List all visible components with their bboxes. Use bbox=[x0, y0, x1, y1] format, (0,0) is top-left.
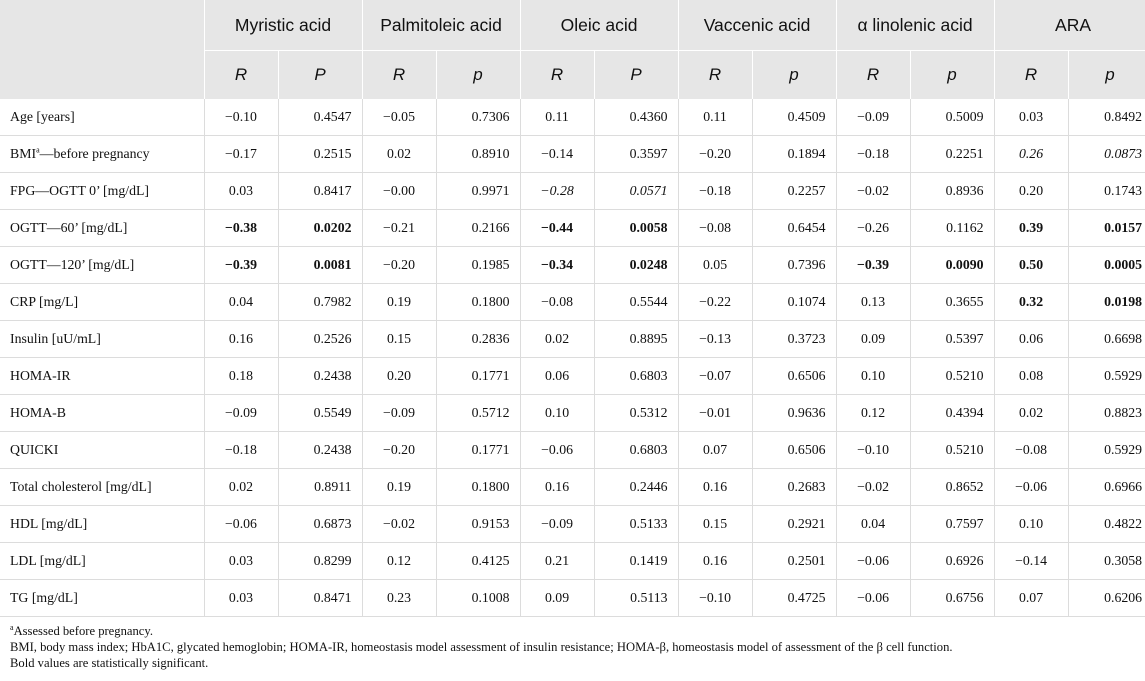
r-value-cell: 0.05 bbox=[678, 247, 752, 284]
r-value-cell: −0.18 bbox=[678, 173, 752, 210]
p-value-cell: 0.4360 bbox=[594, 99, 678, 136]
p-value-cell: 0.0571 bbox=[594, 173, 678, 210]
corner-cell bbox=[0, 0, 204, 99]
r-value-cell: 0.04 bbox=[836, 506, 910, 543]
r-value-cell: −0.20 bbox=[678, 136, 752, 173]
p-value-cell: 0.9153 bbox=[436, 506, 520, 543]
r-value-cell: −0.34 bbox=[520, 247, 594, 284]
r-value-cell: −0.14 bbox=[994, 543, 1068, 580]
r-value-cell: 0.15 bbox=[362, 321, 436, 358]
table-row bbox=[0, 247, 1145, 284]
r-value-cell: −0.13 bbox=[678, 321, 752, 358]
p-value-cell: 0.2836 bbox=[436, 321, 520, 358]
p-value-cell: 0.4125 bbox=[436, 543, 520, 580]
r-value-cell: 0.10 bbox=[520, 395, 594, 432]
table-row bbox=[0, 395, 1145, 432]
p-value-cell: 0.4509 bbox=[752, 99, 836, 136]
p-value-cell: 0.2251 bbox=[910, 136, 994, 173]
p-value-cell: 0.9636 bbox=[752, 395, 836, 432]
row-label-text: HOMA-IR bbox=[10, 368, 71, 383]
row-label bbox=[0, 469, 204, 506]
r-value-cell: −0.07 bbox=[678, 358, 752, 395]
p-value-cell: 0.2166 bbox=[436, 210, 520, 247]
row-label-text: FPG—OGTT 0’ [mg/dL] bbox=[10, 183, 149, 198]
row-label bbox=[0, 247, 204, 284]
p-value-cell: 0.3655 bbox=[910, 284, 994, 321]
r-value-cell: 0.11 bbox=[678, 99, 752, 136]
p-value-cell: 0.5929 bbox=[1068, 432, 1145, 469]
r-value-cell: −0.00 bbox=[362, 173, 436, 210]
p-value-cell: 0.5312 bbox=[594, 395, 678, 432]
p-subheader: P bbox=[594, 51, 678, 100]
r-value-cell: 0.07 bbox=[994, 580, 1068, 617]
p-value-cell: 0.1894 bbox=[752, 136, 836, 173]
p-value-cell: 0.5397 bbox=[910, 321, 994, 358]
p-value-cell: 0.0081 bbox=[278, 247, 362, 284]
r-value-cell: −0.21 bbox=[362, 210, 436, 247]
r-value-cell: −0.09 bbox=[204, 395, 278, 432]
r-value-cell: −0.17 bbox=[204, 136, 278, 173]
r-value-cell: −0.08 bbox=[994, 432, 1068, 469]
r-value-cell: 0.32 bbox=[994, 284, 1068, 321]
p-value-cell: 0.0198 bbox=[1068, 284, 1145, 321]
r-value-cell: 0.02 bbox=[520, 321, 594, 358]
row-label-text: TG [mg/dL] bbox=[10, 590, 78, 605]
r-value-cell: −0.06 bbox=[520, 432, 594, 469]
p-value-cell: 0.0873 bbox=[1068, 136, 1145, 173]
p-value-cell: 0.7306 bbox=[436, 99, 520, 136]
r-value-cell: −0.05 bbox=[362, 99, 436, 136]
p-value-cell: 0.5549 bbox=[278, 395, 362, 432]
r-value-cell: 0.09 bbox=[836, 321, 910, 358]
p-value-cell: 0.1419 bbox=[594, 543, 678, 580]
r-value-cell: 0.12 bbox=[836, 395, 910, 432]
table-row bbox=[0, 469, 1145, 506]
r-value-cell: −0.08 bbox=[520, 284, 594, 321]
table-row bbox=[0, 284, 1145, 321]
row-label-text: LDL [mg/dL] bbox=[10, 553, 86, 568]
r-subheader: R bbox=[362, 51, 436, 100]
p-value-cell: 0.5929 bbox=[1068, 358, 1145, 395]
p-value-cell: 0.5009 bbox=[910, 99, 994, 136]
p-value-cell: 0.4547 bbox=[278, 99, 362, 136]
r-value-cell: 0.09 bbox=[520, 580, 594, 617]
r-value-cell: 0.18 bbox=[204, 358, 278, 395]
row-label-text: HDL [mg/dL] bbox=[10, 516, 88, 531]
p-value-cell: 0.1771 bbox=[436, 358, 520, 395]
p-value-cell: 0.8911 bbox=[278, 469, 362, 506]
p-value-cell: 0.5113 bbox=[594, 580, 678, 617]
r-value-cell: −0.10 bbox=[678, 580, 752, 617]
p-value-cell: 0.1008 bbox=[436, 580, 520, 617]
r-value-cell: −0.06 bbox=[836, 543, 910, 580]
p-value-cell: 0.6506 bbox=[752, 432, 836, 469]
p-value-cell: 0.2515 bbox=[278, 136, 362, 173]
row-label-text: BMI bbox=[10, 146, 37, 161]
r-value-cell: 0.20 bbox=[362, 358, 436, 395]
row-label-text: Age [years] bbox=[10, 109, 75, 124]
p-value-cell: 0.5544 bbox=[594, 284, 678, 321]
p-value-cell: 0.1074 bbox=[752, 284, 836, 321]
p-subheader: p bbox=[910, 51, 994, 100]
row-label-text: HOMA-B bbox=[10, 405, 66, 420]
footnote bbox=[10, 623, 1135, 639]
p-subheader: p bbox=[752, 51, 836, 100]
r-value-cell: −0.18 bbox=[836, 136, 910, 173]
r-value-cell: −0.06 bbox=[994, 469, 1068, 506]
r-value-cell: −0.26 bbox=[836, 210, 910, 247]
p-value-cell: 0.3723 bbox=[752, 321, 836, 358]
r-value-cell: 0.50 bbox=[994, 247, 1068, 284]
p-value-cell: 0.8417 bbox=[278, 173, 362, 210]
r-value-cell: −0.38 bbox=[204, 210, 278, 247]
r-value-cell: 0.21 bbox=[520, 543, 594, 580]
r-value-cell: −0.20 bbox=[362, 432, 436, 469]
r-value-cell: −0.18 bbox=[204, 432, 278, 469]
table-row bbox=[0, 321, 1145, 358]
row-label bbox=[0, 395, 204, 432]
r-value-cell: 0.03 bbox=[204, 580, 278, 617]
r-value-cell: −0.08 bbox=[678, 210, 752, 247]
p-value-cell: 0.2446 bbox=[594, 469, 678, 506]
abbreviations-note: BMI, body mass index; HbA1C, glycated hemoglobin; HOMA-IR, homeostasis model assessment of insulin resistance; HOMA-β, homeostasis model of assessment of the β cell function. bbox=[10, 640, 953, 654]
p-value-cell: 0.5712 bbox=[436, 395, 520, 432]
row-label-text: OGTT—60’ [mg/dL] bbox=[10, 220, 128, 235]
r-subheader: R bbox=[836, 51, 910, 100]
r-value-cell: −0.28 bbox=[520, 173, 594, 210]
p-value-cell: 0.0248 bbox=[594, 247, 678, 284]
p-value-cell: 0.8492 bbox=[1068, 99, 1145, 136]
r-value-cell: −0.14 bbox=[520, 136, 594, 173]
table-row bbox=[0, 358, 1145, 395]
p-value-cell: 0.1771 bbox=[436, 432, 520, 469]
r-value-cell: 0.04 bbox=[204, 284, 278, 321]
r-value-cell: 0.39 bbox=[994, 210, 1068, 247]
column-header: ARA bbox=[994, 0, 1145, 51]
significance-note: Bold values are statistically significant. bbox=[10, 656, 209, 670]
p-value-cell: 0.6803 bbox=[594, 432, 678, 469]
p-value-cell: 0.7597 bbox=[910, 506, 994, 543]
p-value-cell: 0.9971 bbox=[436, 173, 520, 210]
p-value-cell: 0.8299 bbox=[278, 543, 362, 580]
p-value-cell: 0.2438 bbox=[278, 432, 362, 469]
p-value-cell: 0.0157 bbox=[1068, 210, 1145, 247]
p-value-cell: 0.6803 bbox=[594, 358, 678, 395]
p-value-cell: 0.6926 bbox=[910, 543, 994, 580]
r-value-cell: 0.12 bbox=[362, 543, 436, 580]
column-header: Palmitoleic acid bbox=[362, 0, 520, 51]
row-label bbox=[0, 99, 204, 136]
p-value-cell: 0.3597 bbox=[594, 136, 678, 173]
p-value-cell: 0.5210 bbox=[910, 358, 994, 395]
p-value-cell: 0.8895 bbox=[594, 321, 678, 358]
table-notes bbox=[0, 617, 1145, 671]
p-value-cell: 0.8936 bbox=[910, 173, 994, 210]
table-row bbox=[0, 580, 1145, 617]
footnote-marker: a bbox=[10, 622, 14, 632]
r-value-cell: 0.03 bbox=[204, 173, 278, 210]
table-row bbox=[0, 506, 1145, 543]
r-value-cell: 0.07 bbox=[678, 432, 752, 469]
row-label-text: Total cholesterol [mg/dL] bbox=[10, 479, 152, 494]
r-value-cell: 0.16 bbox=[678, 469, 752, 506]
r-value-cell: −0.22 bbox=[678, 284, 752, 321]
row-label-text: Insulin [uU/mL] bbox=[10, 331, 101, 346]
p-value-cell: 0.1743 bbox=[1068, 173, 1145, 210]
r-value-cell: 0.06 bbox=[994, 321, 1068, 358]
p-value-cell: 0.8652 bbox=[910, 469, 994, 506]
table-row bbox=[0, 99, 1145, 136]
row-label bbox=[0, 210, 204, 247]
column-header: Oleic acid bbox=[520, 0, 678, 51]
r-value-cell: 0.10 bbox=[836, 358, 910, 395]
r-subheader: R bbox=[520, 51, 594, 100]
p-value-cell: 0.6206 bbox=[1068, 580, 1145, 617]
row-label-rest: —before pregnancy bbox=[39, 146, 150, 161]
r-value-cell: 0.03 bbox=[204, 543, 278, 580]
row-label bbox=[0, 358, 204, 395]
r-subheader: R bbox=[678, 51, 752, 100]
r-value-cell: −0.10 bbox=[836, 432, 910, 469]
r-subheader: R bbox=[204, 51, 278, 100]
r-value-cell: 0.20 bbox=[994, 173, 1068, 210]
p-value-cell: 0.2501 bbox=[752, 543, 836, 580]
r-value-cell: 0.16 bbox=[520, 469, 594, 506]
p-value-cell: 0.4394 bbox=[910, 395, 994, 432]
table-row bbox=[0, 432, 1145, 469]
r-value-cell: 0.03 bbox=[994, 99, 1068, 136]
table-header bbox=[0, 0, 1145, 99]
row-label bbox=[0, 432, 204, 469]
table-row bbox=[0, 173, 1145, 210]
r-value-cell: 0.08 bbox=[994, 358, 1068, 395]
r-value-cell: 0.06 bbox=[520, 358, 594, 395]
p-value-cell: 0.0202 bbox=[278, 210, 362, 247]
p-value-cell: 0.1800 bbox=[436, 284, 520, 321]
p-value-cell: 0.5133 bbox=[594, 506, 678, 543]
p-value-cell: 0.4725 bbox=[752, 580, 836, 617]
p-value-cell: 0.1800 bbox=[436, 469, 520, 506]
p-value-cell: 0.4822 bbox=[1068, 506, 1145, 543]
row-label bbox=[0, 173, 204, 210]
p-value-cell: 0.6966 bbox=[1068, 469, 1145, 506]
r-value-cell: −0.06 bbox=[836, 580, 910, 617]
p-value-cell: 0.6454 bbox=[752, 210, 836, 247]
r-value-cell: −0.10 bbox=[204, 99, 278, 136]
footnote-text: Assessed before pregnancy. bbox=[13, 624, 153, 638]
p-value-cell: 0.1985 bbox=[436, 247, 520, 284]
p-value-cell: 0.7396 bbox=[752, 247, 836, 284]
row-label bbox=[0, 543, 204, 580]
r-value-cell: −0.09 bbox=[520, 506, 594, 543]
r-value-cell: 0.26 bbox=[994, 136, 1068, 173]
r-value-cell: −0.06 bbox=[204, 506, 278, 543]
column-header: α linolenic acid bbox=[836, 0, 994, 51]
r-value-cell: −0.02 bbox=[836, 173, 910, 210]
table-row bbox=[0, 210, 1145, 247]
p-subheader: P bbox=[278, 51, 362, 100]
p-value-cell: 0.6756 bbox=[910, 580, 994, 617]
p-value-cell: 0.2683 bbox=[752, 469, 836, 506]
table-row bbox=[0, 136, 1145, 173]
p-value-cell: 0.5210 bbox=[910, 432, 994, 469]
r-value-cell: 0.11 bbox=[520, 99, 594, 136]
p-value-cell: 0.2257 bbox=[752, 173, 836, 210]
row-label-text: QUICKI bbox=[10, 442, 59, 457]
row-label bbox=[0, 506, 204, 543]
r-value-cell: 0.02 bbox=[994, 395, 1068, 432]
r-value-cell: 0.13 bbox=[836, 284, 910, 321]
p-value-cell: 0.2526 bbox=[278, 321, 362, 358]
p-value-cell: 0.6506 bbox=[752, 358, 836, 395]
r-value-cell: 0.02 bbox=[362, 136, 436, 173]
p-value-cell: 0.7982 bbox=[278, 284, 362, 321]
p-value-cell: 0.2438 bbox=[278, 358, 362, 395]
row-label-text: CRP [mg/L] bbox=[10, 294, 79, 309]
table-body bbox=[0, 99, 1145, 617]
r-value-cell: 0.10 bbox=[994, 506, 1068, 543]
r-value-cell: −0.09 bbox=[362, 395, 436, 432]
p-value-cell: 0.0090 bbox=[910, 247, 994, 284]
p-value-cell: 0.0058 bbox=[594, 210, 678, 247]
column-header: Myristic acid bbox=[204, 0, 362, 51]
p-value-cell: 0.3058 bbox=[1068, 543, 1145, 580]
p-value-cell: 0.2921 bbox=[752, 506, 836, 543]
r-value-cell: 0.15 bbox=[678, 506, 752, 543]
row-label bbox=[0, 284, 204, 321]
r-value-cell: −0.01 bbox=[678, 395, 752, 432]
r-value-cell: −0.09 bbox=[836, 99, 910, 136]
r-value-cell: −0.39 bbox=[836, 247, 910, 284]
table-row bbox=[0, 543, 1145, 580]
p-value-cell: 0.0005 bbox=[1068, 247, 1145, 284]
p-subheader: p bbox=[1068, 51, 1145, 100]
r-value-cell: −0.20 bbox=[362, 247, 436, 284]
r-value-cell: 0.02 bbox=[204, 469, 278, 506]
r-value-cell: 0.19 bbox=[362, 469, 436, 506]
p-value-cell: 0.6873 bbox=[278, 506, 362, 543]
r-value-cell: −0.39 bbox=[204, 247, 278, 284]
row-label bbox=[0, 321, 204, 358]
p-subheader: p bbox=[436, 51, 520, 100]
p-value-cell: 0.6698 bbox=[1068, 321, 1145, 358]
row-label-text: OGTT—120’ [mg/dL] bbox=[10, 257, 135, 272]
p-value-cell: 0.1162 bbox=[910, 210, 994, 247]
row-label bbox=[0, 580, 204, 617]
r-value-cell: 0.16 bbox=[204, 321, 278, 358]
r-value-cell: 0.19 bbox=[362, 284, 436, 321]
r-value-cell: 0.16 bbox=[678, 543, 752, 580]
r-value-cell: −0.44 bbox=[520, 210, 594, 247]
r-value-cell: −0.02 bbox=[362, 506, 436, 543]
row-label bbox=[0, 136, 204, 173]
r-value-cell: 0.23 bbox=[362, 580, 436, 617]
row-label-footnote-marker: a bbox=[36, 145, 40, 155]
column-header: Vaccenic acid bbox=[678, 0, 836, 51]
r-value-cell: −0.02 bbox=[836, 469, 910, 506]
p-value-cell: 0.8471 bbox=[278, 580, 362, 617]
r-subheader: R bbox=[994, 51, 1068, 100]
p-value-cell: 0.8910 bbox=[436, 136, 520, 173]
p-value-cell: 0.8823 bbox=[1068, 395, 1145, 432]
